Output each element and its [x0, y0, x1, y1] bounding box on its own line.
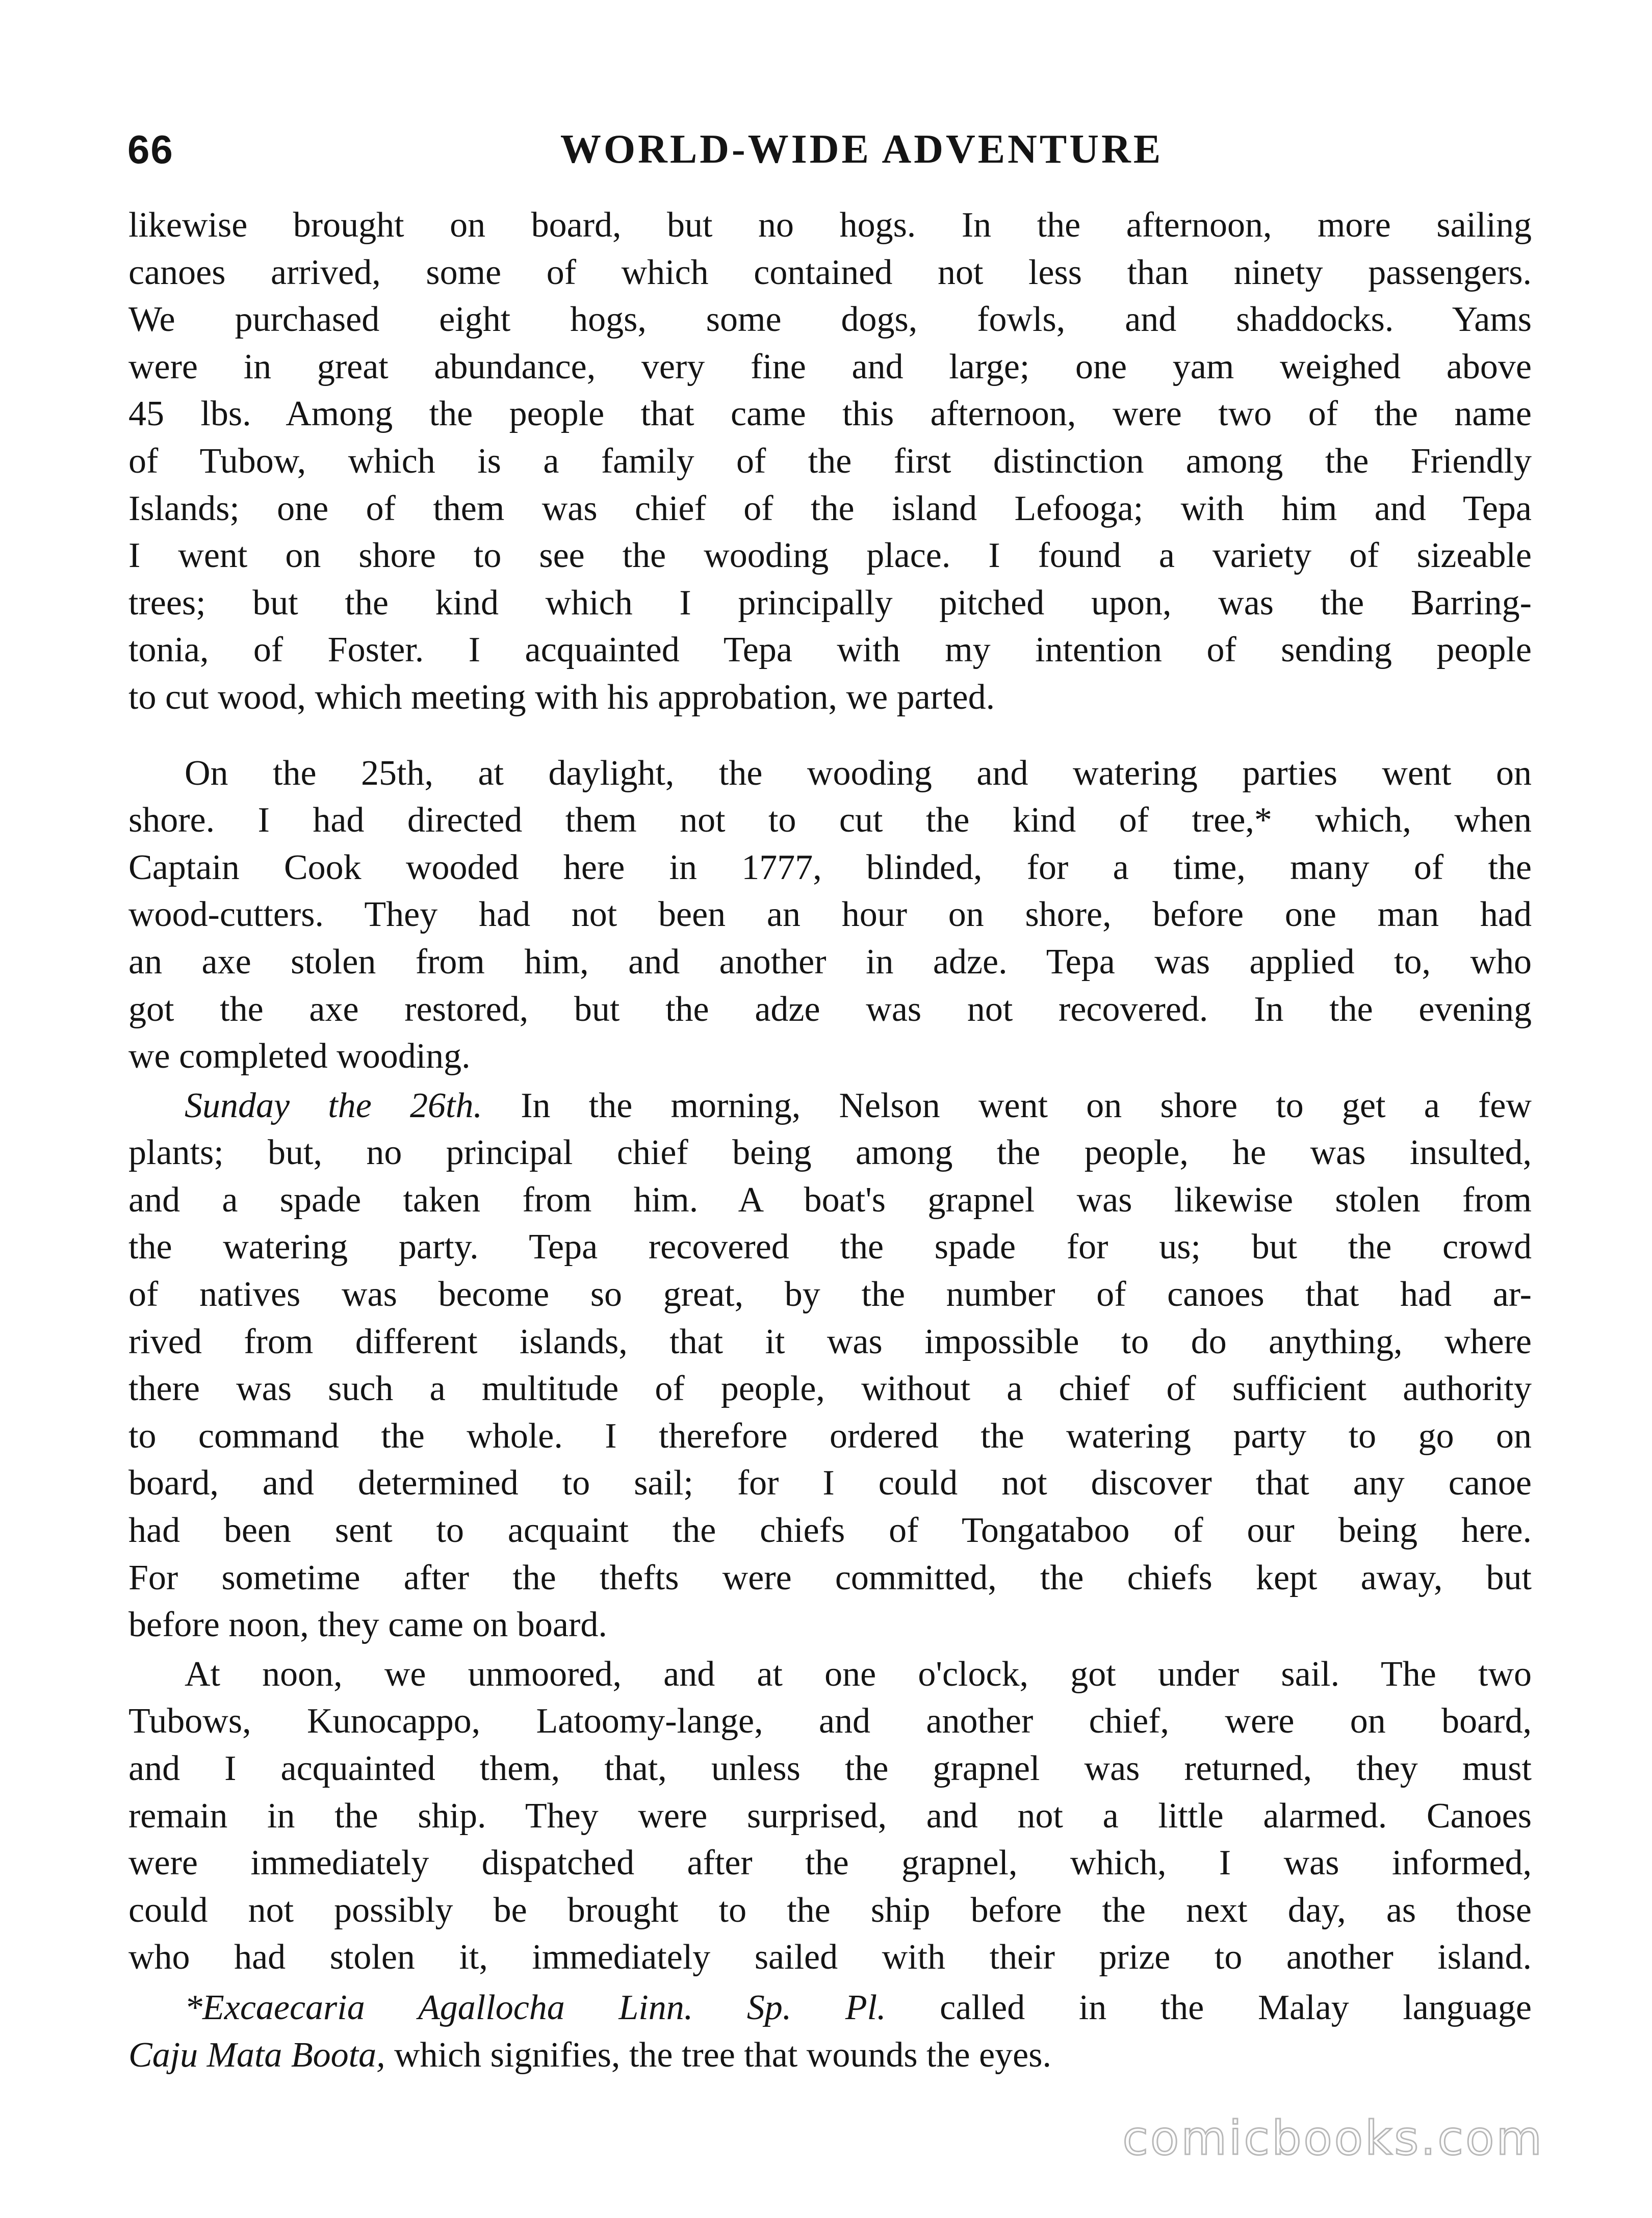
footnote	[128, 1984, 1532, 2079]
text-line: got the axe restored, but the adze was not recovered. In the evening	[128, 989, 1532, 1029]
text-fragment: called in the Malay language	[886, 1988, 1532, 2027]
text-line: canoes arrived, some of which contained not less than ninety passengers.	[128, 252, 1532, 292]
text-line: could not possibly be brought to the ship before the next day, as those	[128, 1890, 1532, 1930]
text-line: We purchased eight hogs, some dogs, fowls, and shaddocks. Yams	[128, 300, 1532, 340]
running-head: WORLD-WIDE ADVENTURE	[560, 127, 1164, 172]
text-line: had been sent to acquaint the chiefs of Tongataboo of our being here.	[128, 1511, 1532, 1551]
text-line: of Tubow, which is a family of the first distinction among the Friendly	[128, 441, 1532, 481]
text-line: the watering party. Tepa recovered the spade for us; but the crowd	[128, 1227, 1532, 1267]
text-line: tonia, of Foster. I acquainted Tepa with my intention of sending people	[128, 630, 1532, 670]
text-fragment: which signifies, the tree that wounds the eyes.	[385, 2035, 1051, 2075]
text-line: plants; but, no principal chief being among the people, he was insulted,	[128, 1133, 1532, 1173]
paragraph	[128, 1082, 1532, 1649]
text-line: 45 lbs. Among the people that came this afternoon, were two of the name	[128, 394, 1532, 434]
text-line: trees; but the kind which I principally pitched upon, was the Barring-	[128, 583, 1532, 623]
footnote-line	[128, 1984, 1532, 2032]
text-line: likewise brought on board, but no hogs. In the afternoon, more sailing	[128, 205, 1532, 245]
text-line: Captain Cook wooded here in 1777, blinded, for a time, many of the	[128, 847, 1532, 887]
text-line: Islands; one of them was chief of the island Lefooga; with him and Tepa	[128, 488, 1532, 528]
footnote-line	[128, 2032, 1532, 2079]
text-line: I went on shore to see the wooding place. I found a variety of sizeable	[128, 536, 1532, 576]
watermark: comicbooks.com	[1122, 2111, 1544, 2165]
text-line: and I acquainted them, that, unless the grapnel was returned, they must	[128, 1749, 1532, 1788]
text-line: wood-cutters. They had not been an hour on shore, before one man had	[128, 895, 1532, 935]
body-text	[128, 202, 1532, 2079]
text-line: board, and determined to sail; for I could not discover that any canoe	[128, 1463, 1532, 1503]
text-line: were in great abundance, very fine and large; one yam weighed above	[128, 347, 1532, 386]
text-line: an axe stolen from him, and another in adze. Tepa was applied to, who	[128, 942, 1532, 982]
text-line: of natives was become so great, by the number of canoes that had ar-	[128, 1275, 1532, 1314]
text-line: to command the whole. I therefore ordered the watering party to go on	[128, 1416, 1532, 1456]
text-line: and a spade taken from him. A boat's grapnel was likewise stolen from	[128, 1180, 1532, 1220]
paragraph	[128, 1651, 1532, 1981]
text-line: who had stolen it, immediately sailed with their prize to another island.	[128, 1938, 1532, 1977]
footnote-species: *Excaecaria Agallocha Linn. Sp. Pl.	[185, 1988, 886, 2027]
text-line: we completed wooding.	[128, 1037, 471, 1076]
text-line: At noon, we unmoored, and at one o'clock, got under sail. The two	[185, 1654, 1532, 1694]
text-line: rived from different islands, that it was impossible to do anything, where	[128, 1322, 1532, 1361]
text-line	[128, 1082, 1532, 1130]
paragraph	[128, 750, 1532, 1080]
paragraph	[128, 202, 1532, 721]
text-line: before noon, they came on board.	[128, 1605, 607, 1645]
text-fragment: In the morning, Nelson went on shore to get a few	[482, 1086, 1532, 1125]
page-header	[127, 126, 1535, 183]
text-line: there was such a multitude of people, without a chief of sufficient authority	[128, 1369, 1532, 1409]
paragraph-spacing	[128, 721, 1532, 750]
text-line: remain in the ship. They were surprised, and not a little alarmed. Canoes	[128, 1796, 1532, 1836]
text-line: to cut wood, which meeting with his approbation, we parted.	[128, 677, 995, 717]
footnote-malay-name: Caju Mata Boota,	[128, 2035, 385, 2075]
text-line: were immediately dispatched after the grapnel, which, I was informed,	[128, 1843, 1532, 1883]
text-line: Tubows, Kunocappo, Latoomy-lange, and another chief, were on board,	[128, 1701, 1532, 1741]
text-line: shore. I had directed them not to cut the kind of tree,* which, when	[128, 801, 1532, 840]
date-heading: Sunday the 26th.	[185, 1086, 482, 1125]
text-line: For sometime after the thefts were committed, the chiefs kept away, but	[128, 1558, 1532, 1597]
text-line: On the 25th, at daylight, the wooding and watering parties went on	[185, 753, 1532, 793]
page-number: 66	[127, 127, 174, 172]
